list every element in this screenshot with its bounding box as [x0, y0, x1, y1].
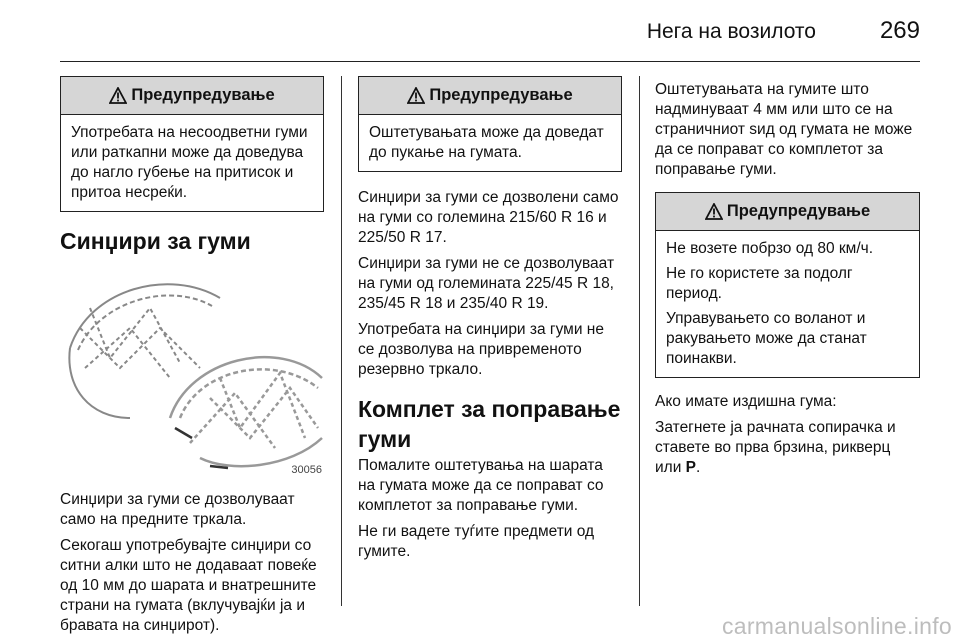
paragraph: Употребата на синџири за гуми не се дозволува на привременото резервно тркало. — [358, 321, 604, 378]
watermark: carmanualsonline.info — [721, 613, 952, 639]
page-number: 269 — [879, 17, 920, 44]
warning-box — [655, 192, 920, 378]
warning-header — [656, 193, 919, 231]
warning-title: Предупредување — [429, 86, 573, 104]
warning-header — [61, 77, 323, 115]
warning-triangle-icon — [705, 203, 723, 220]
column-divider — [341, 76, 342, 606]
warning-triangle-icon — [407, 87, 425, 104]
warning-title: Предупредување — [131, 86, 275, 104]
header-title: Нега на возилото — [646, 20, 816, 43]
warning-text: Не возете побрзо од 80 км/ч. — [666, 240, 874, 257]
figure-number: 30056 — [291, 464, 322, 476]
section-heading: Синџири за гуми — [60, 228, 251, 254]
column-3 — [655, 80, 920, 478]
paragraph: Оштетувањата на гумите што надминуваат 4 мм или што се на страничниот ѕид од гумата не може да се поправат со комплетот за поправање гуми. — [655, 81, 913, 178]
warning-title: Предупредување — [726, 202, 871, 220]
warning-body — [61, 115, 323, 211]
warning-box — [60, 76, 324, 212]
paragraph-text: Затегнете ја рачната сопирачка и ставете во прва брзина, рикверц или — [655, 419, 896, 476]
paragraph: Синџири за гуми се дозволуваат само на предните тркала. — [60, 491, 295, 528]
paragraph: Секогаш употребувајте синџири со ситни алки што не додаваат повеќе од 10 мм до шарата и внатрешните страни на гумата (вклучувајќи ја и бравата на синџирот). — [60, 537, 317, 634]
warning-text: Не го користете за подолг период. — [666, 265, 853, 302]
warning-box — [358, 76, 622, 172]
warning-text: Управувањето со воланот и ракувањето може да станат поинакви. — [666, 310, 867, 367]
section-heading: Комплет за поправање гуми — [358, 396, 621, 452]
paragraph: Не ги вадете туѓите предмети од гумите. — [358, 523, 595, 560]
paragraph: Помалите оштетувања на шарата на гумата може да се поправат со комплетот за поправање гуми. — [358, 457, 604, 514]
column-2 — [358, 76, 622, 562]
tire-chains-illustration — [60, 268, 324, 478]
warning-triangle-icon — [109, 87, 127, 104]
paragraph-end: . — [696, 459, 701, 476]
paragraph — [655, 418, 920, 478]
column-divider — [639, 76, 640, 606]
page-header — [60, 0, 920, 62]
gear-p-label: P — [685, 459, 697, 476]
warning-text: Употребата на несоодветни гуми или раткапни може да доведува до нагло губење на притисок и притоа несреќи. — [71, 124, 308, 201]
tire-chains-drawing — [60, 268, 324, 478]
paragraph: Ако имате издишна гума: — [655, 393, 837, 410]
warning-body — [656, 231, 919, 377]
warning-text: Оштетувањата може да доведат до пукање на гумата. — [369, 124, 604, 161]
warning-body — [359, 115, 621, 171]
warning-header — [359, 77, 621, 115]
paragraph: Синџири за гуми не се дозволуваат на гуми од големината 225/45 R 18, 235/45 R 18 и 235/40 R 19. — [358, 255, 615, 312]
column-1 — [60, 76, 324, 636]
paragraph: Синџири за гуми се дозволени само на гуми со големина 215/60 R 16 и 225/50 R 17. — [358, 189, 619, 246]
